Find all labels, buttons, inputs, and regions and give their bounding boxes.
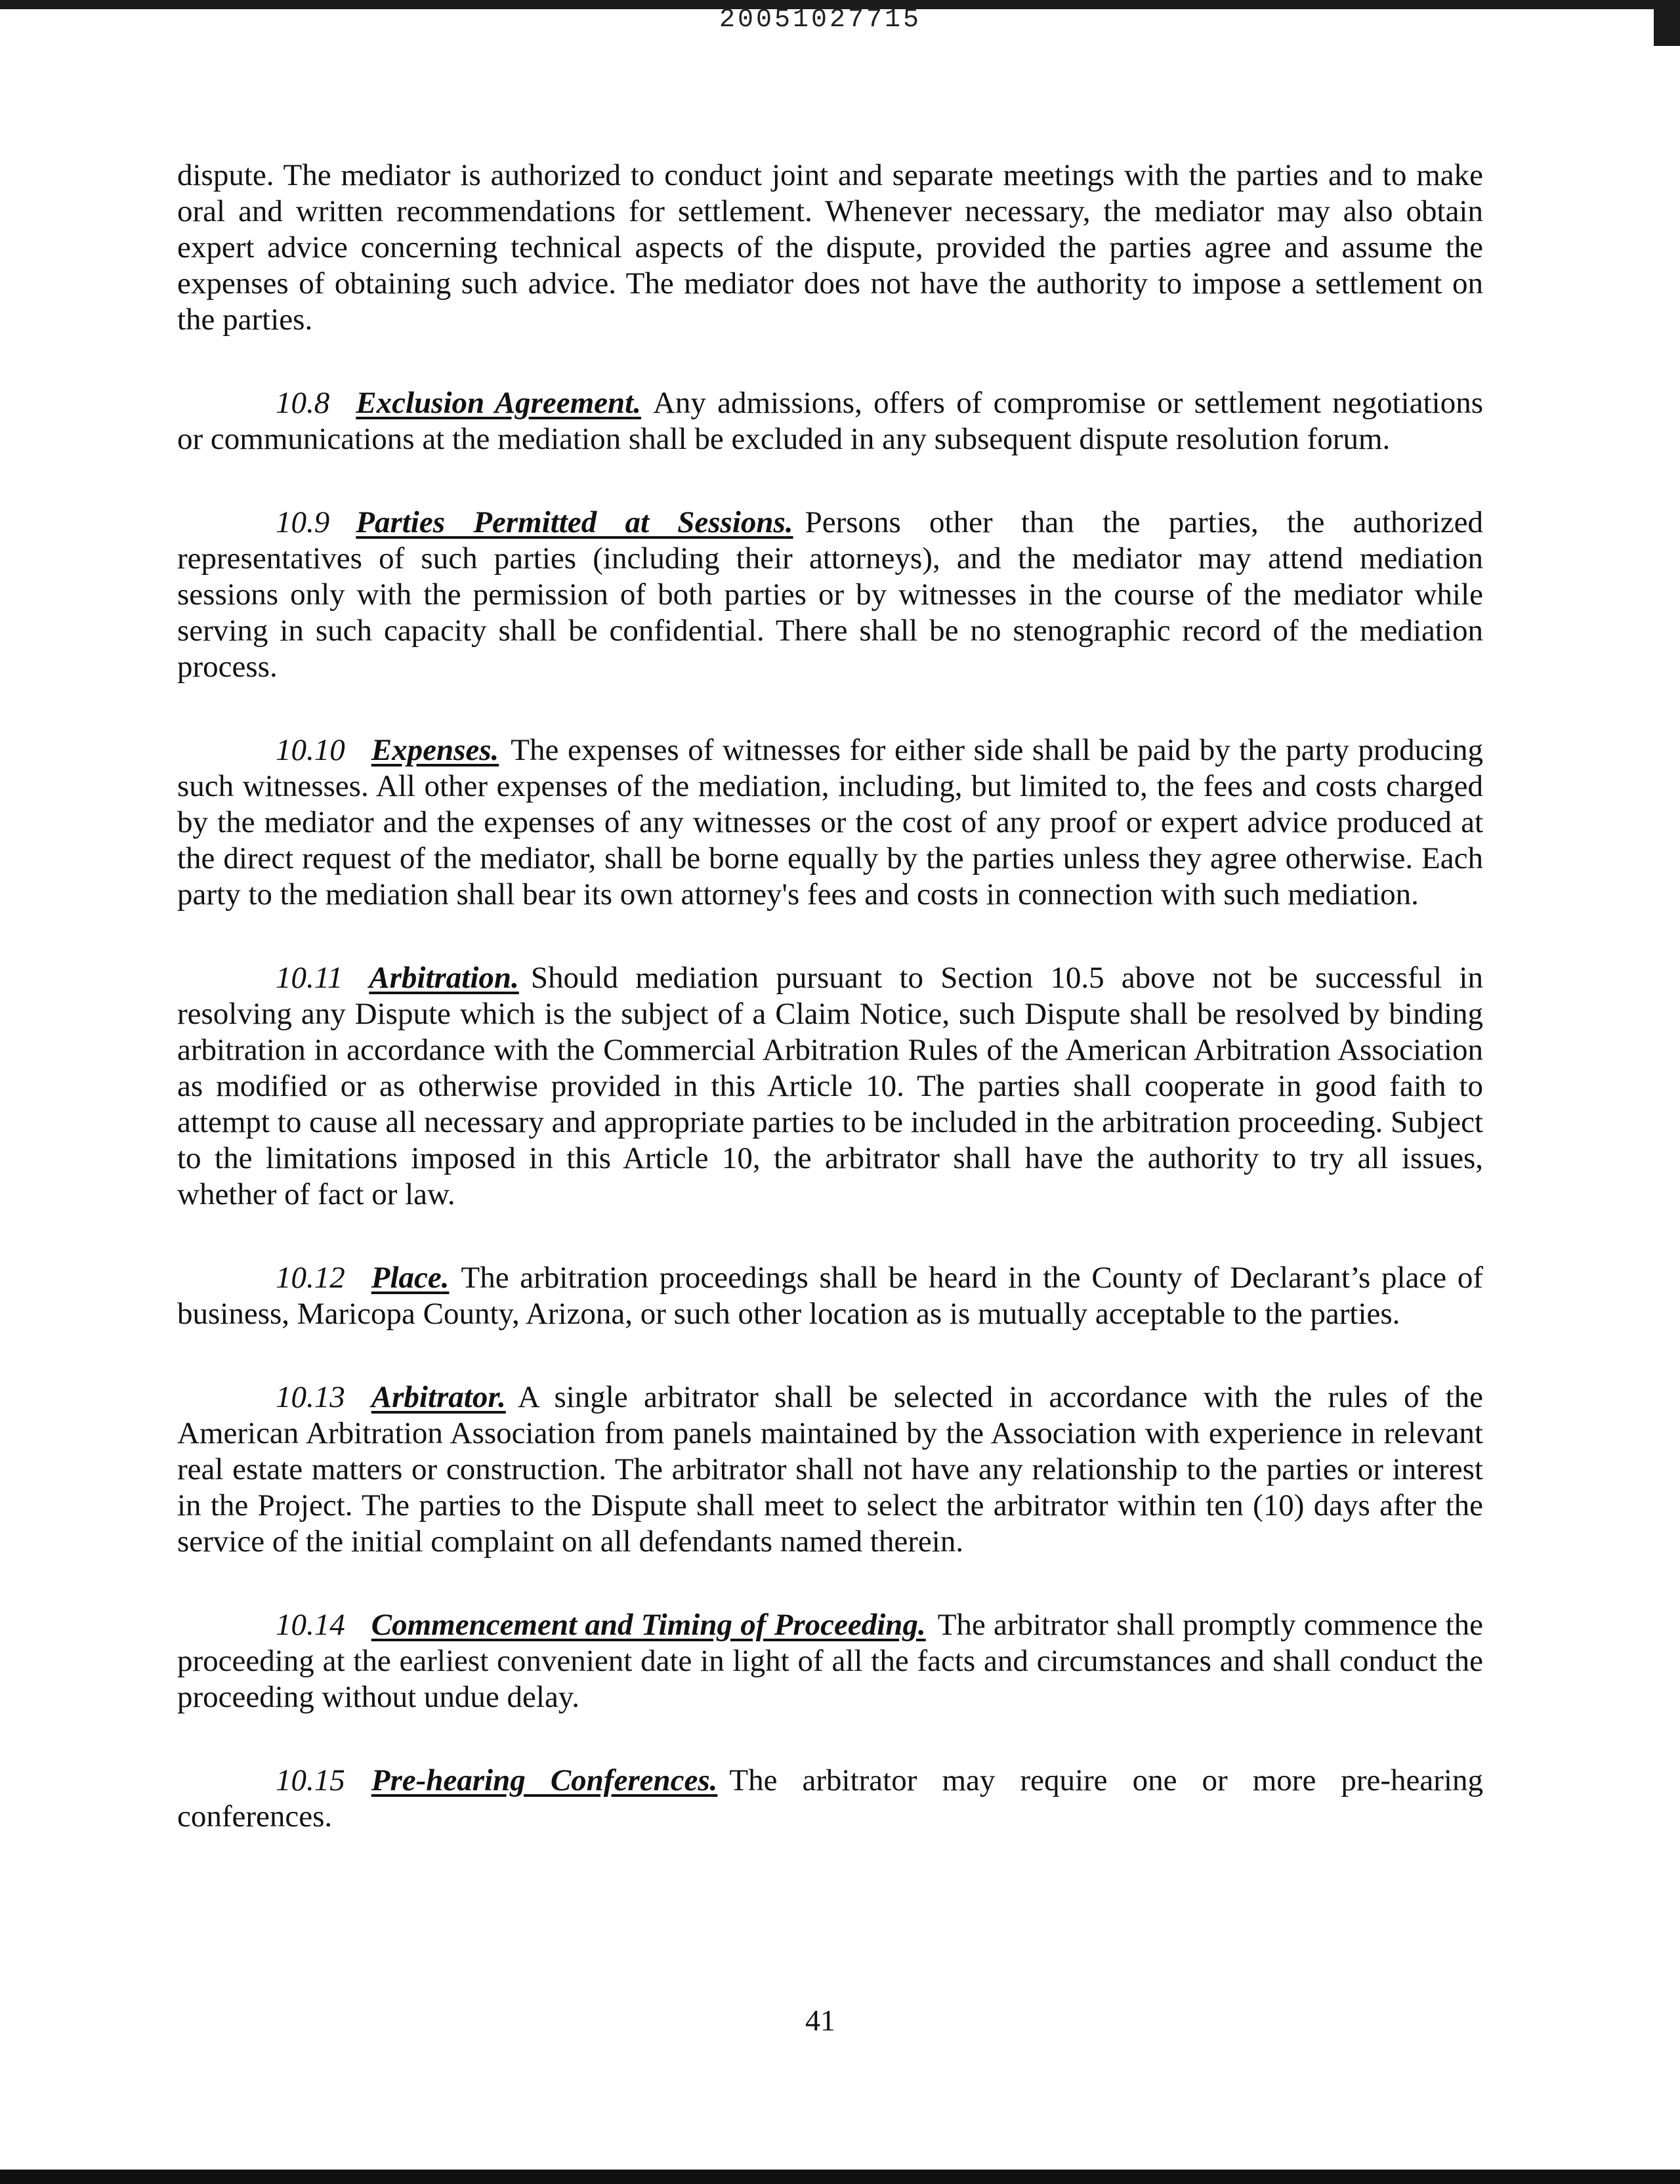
section-title: Arbitration. [369,961,519,995]
intro-paragraph: dispute. The mediator is authorized to conduct joint and separate meetings with the parties and to make oral and written recommendations for settlement. Whenever necessary, the mediator may also obtain expert advice concerning technical aspects of the dispute, provided the parties agree and assume the expenses of obtaining such advice. The mediator does not have the authority to impose a settlement on the parties. [177,158,1483,337]
section-number: 10.11 [276,961,343,995]
scan-border-corner [1654,0,1680,46]
page-body [177,158,1483,1882]
section-title: Expenses. [371,733,499,767]
section-body: The arbitrator may require one or more pre-hearing conferences. [177,1763,1483,1834]
section-body: The arbitration proceedings shall be heard in the County of Declarant’s place of business, Maricopa County, Arizona, or such other location as is mutually acceptable to the parties. [177,1261,1483,1331]
section-10-11 [177,960,1483,1213]
section-10-12 [177,1260,1483,1332]
section-title: Exclusion Agreement. [356,386,641,420]
section-title: Commencement and Timing of Proceeding. [371,1608,926,1642]
section-title: Place. [371,1261,450,1295]
section-body: A single arbitrator shall be selected in accordance with the rules of the American Arbitration Association from panels maintained by the Association with experience in relevant real estate matters or construction. The arbitrator shall not have any relationship to the parties or interest in the Project. The parties to the Dispute shall meet to select the arbitrator within ten (10) days after the service of the initial complaint on all defendants named therein. [177,1380,1483,1559]
scan-border-bottom [0,2170,1680,2184]
document-number: 20051027715 [719,5,922,35]
section-number: 10.9 [276,505,330,539]
section-number: 10.10 [276,733,345,767]
section-10-8 [177,385,1483,457]
section-10-9 [177,505,1483,685]
section-10-10 [177,732,1483,913]
section-10-14 [177,1607,1483,1715]
section-body: The expenses of witnesses for either side shall be paid by the party producing such witnesses. All other expenses of the mediation, including, but limited to, the fees and costs charged by the mediator and the expenses of any witnesses or the cost of any proof or expert advice produced at the direct request of the mediator, shall be borne equally by the parties unless they agree otherwise. Each party to the mediation shall bear its own attorney's fees and costs in connection with such mediation. [177,733,1483,912]
section-title: Pre-hearing Conferences. [371,1763,718,1797]
page-number: 41 [805,2004,835,2037]
section-number: 10.14 [276,1608,345,1642]
section-title: Parties Permitted at Sessions. [356,505,793,539]
section-10-13 [177,1379,1483,1560]
section-body: Should mediation pursuant to Section 10.5 above not be successful in resolving any Dispute which is the subject of a Claim Notice, such Dispute shall be resolved by binding arbitration in accordance with the Commercial Arbitration Rules of the American Arbitration Association as modified or as otherwise provided in this Article 10. The parties shall cooperate in good faith to attempt to cause all necessary and appropriate parties to be included in the arbitration proceeding. Subject to the limitations imposed in this Article 10, the arbitrator shall have the authority to try all issues, whether of fact or law. [177,961,1483,1211]
section-title: Arbitrator. [371,1380,506,1414]
section-10-15 [177,1763,1483,1835]
section-number: 10.12 [276,1261,345,1295]
section-number: 10.8 [276,386,330,420]
section-body: Any admissions, offers of compromise or settlement negotiations or communications at the mediation shall be excluded in any subsequent dispute resolution forum. [177,386,1483,456]
section-body: The arbitrator shall promptly commence the proceeding at the earliest convenient date in light of all the facts and circumstances and shall conduct the proceeding without undue delay. [177,1608,1483,1714]
section-body: Persons other than the parties, the authorized representatives of such parties (including their attorneys), and the mediator may attend mediation sessions only with the permission of both parties or by witnesses in the course of the mediator while serving in such capacity shall be confidential. There shall be no stenographic record of the mediation process. [177,505,1483,684]
section-number: 10.13 [276,1380,345,1414]
section-number: 10.15 [276,1763,345,1797]
